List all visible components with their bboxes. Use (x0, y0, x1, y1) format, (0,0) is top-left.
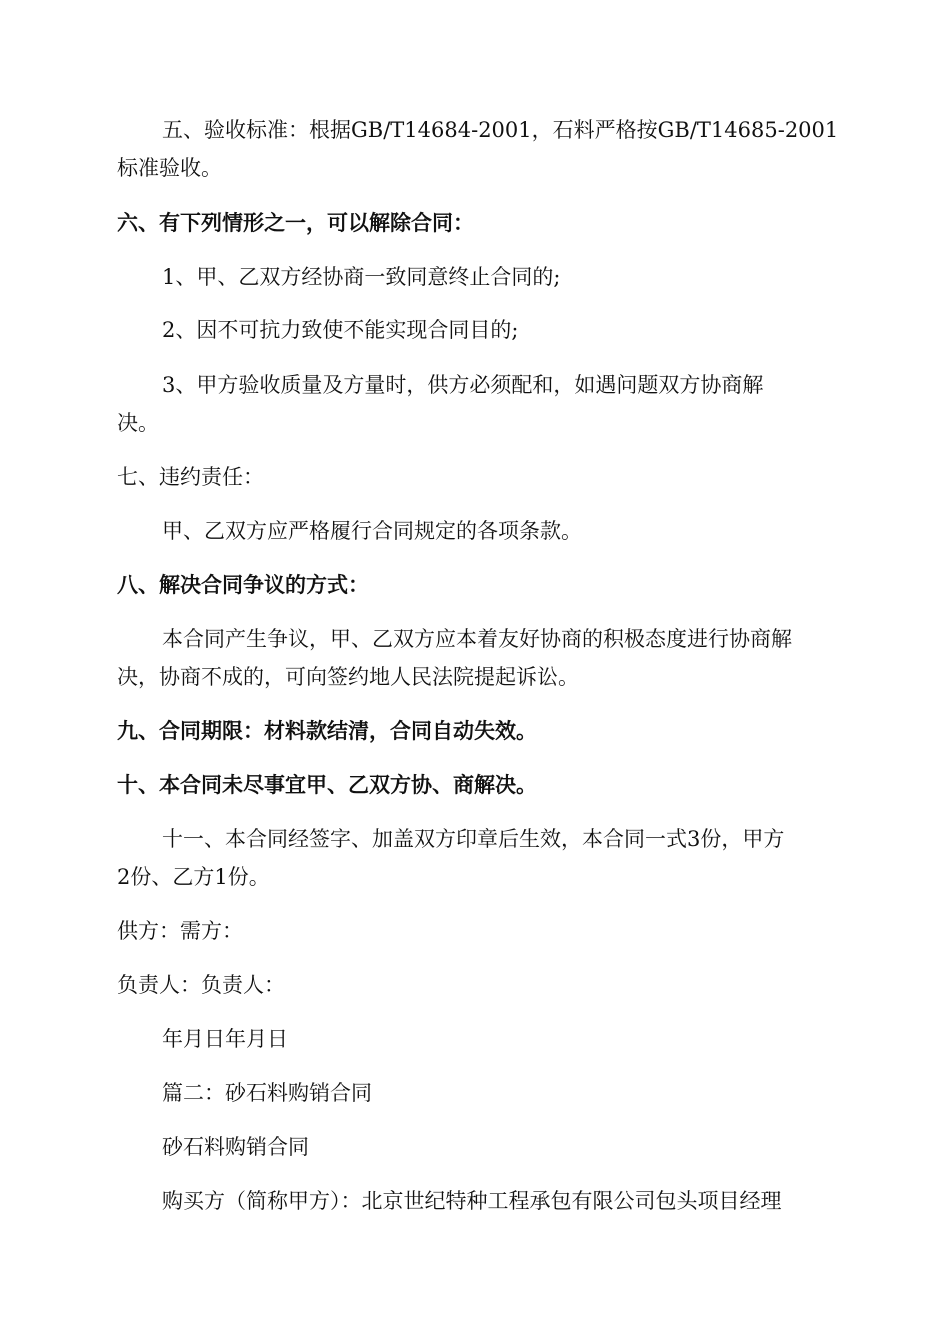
para-dispute: 本合同产生争议，甲、乙双方应本着友好协商的积极态度进行协商解 (162, 627, 792, 651)
para-acceptance-standard: 五、验收标准：根据GB/T14684-2001，石料严格按GB/T14685-2001 (162, 118, 839, 142)
item-termination-2: 2、因不可抗力致使不能实现合同目的; (162, 318, 519, 342)
para-acceptance-standard-cont: 标准验收。 (117, 156, 222, 180)
item-termination-1: 1、甲、乙双方经协商一致同意终止合同的; (162, 265, 561, 289)
para-effectiveness: 十一、本合同经签字、加盖双方印章后生效，本合同一式3份，甲方 (162, 827, 785, 851)
heading-term: 九、合同期限：材料款结清，合同自动失效。 (117, 719, 537, 743)
signature-dates: 年月日年月日 (162, 1027, 288, 1051)
heading-termination: 六、有下列情形之一，可以解除合同： (117, 211, 474, 235)
para-liability: 甲、乙双方应严格履行合同规定的各项条款。 (162, 519, 582, 543)
contract-title: 砂石料购销合同 (162, 1135, 309, 1159)
heading-dispute: 八、解决合同争议的方式： (117, 573, 369, 597)
item-termination-3: 3、甲方验收质量及方量时，供方必须配和，如遇问题双方协商解 (162, 373, 764, 397)
para-buyer: 购买方（简称甲方）：北京世纪特种工程承包有限公司包头项目经理 (162, 1189, 782, 1213)
signature-parties: 供方：需方： (117, 919, 243, 943)
para-dispute-cont: 决，协商不成的，可向签约地人民法院提起诉讼。 (117, 665, 579, 689)
section-title-part2: 篇二：砂石料购销合同 (162, 1081, 372, 1105)
heading-liability: 七、违约责任： (117, 465, 264, 489)
para-effectiveness-cont: 2份、乙方1份。 (117, 865, 270, 889)
item-termination-3-cont: 决。 (117, 411, 159, 435)
signature-responsible: 负责人：负责人： (117, 973, 285, 997)
heading-other-matters: 十、本合同未尽事宜甲、乙双方协、商解决。 (117, 773, 537, 797)
